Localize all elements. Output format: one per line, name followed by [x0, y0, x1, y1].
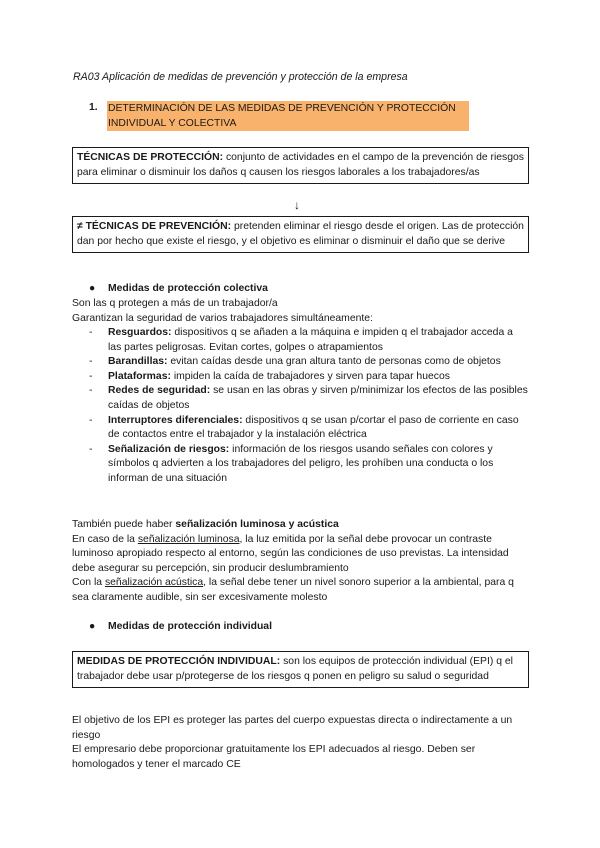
- list-item: - Resguardos: dispositivos q se añaden a la máquina e impiden q el trabajador acceda a las partes peligrosas. Evitan cortes, golpes o atrapamientos: [89, 327, 513, 353]
- senalizacion-acustica: Con la señalización acústica, la señal debe tener un nivel sonoro superior a la ambiental, para q sea claramente audible, sin ser excesivamente molesto: [72, 577, 514, 603]
- list-item: - Interruptores diferenciales: dispositivos q se usan p/cortar el paso de corriente en caso de contactos entre el trabajador y la instalación eléctrica: [89, 414, 519, 441]
- list-item: - Redes de seguridad: se usan en las obras y sirven p/minimizar los efectos de las posibles caídas de objetos: [89, 385, 528, 411]
- epi-paragraph-2: El empresario debe proporcionar gratuitamente los EPI adecuados al riesgo. Deben ser homologados y tener el marcado CE: [72, 744, 476, 770]
- list-item: - Señalización de riesgos: información de los riesgos usando señales con colores y símbolos q advierten a los trabajadores del peligro, les prohíben una conducta o los informan de una situación: [89, 443, 494, 484]
- definition-box-proteccion: [72, 147, 529, 184]
- colectiva-intro: [72, 297, 532, 326]
- term-tecnicas-proteccion: TÉCNICAS DE PROTECCIÓN:: [77, 152, 224, 163]
- individual-title: Medidas de protección individual: [108, 621, 272, 632]
- senalizacion-section: [72, 518, 532, 606]
- list-item: - Plataformas: impiden la caída de trabajadores y sirven para tapar huecos: [89, 370, 450, 382]
- heading-text: DETERMINACIÓN DE LAS MEDIDAS DE PREVENCIÓN Y PROTECCIÓN INDIVIDUAL Y COLECTIVA: [107, 101, 469, 131]
- list-item: - Barandillas: evitan caídas desde una gran altura tanto de personas como de objetos: [89, 356, 501, 368]
- definition-box-prevencion: [72, 216, 529, 253]
- colectiva-intro-2: Garantizan la seguridad de varios trabajadores simultáneamente:: [72, 312, 373, 324]
- document-subtitle: RA03 Aplicación de medidas de prevención y protección de la empresa: [73, 71, 408, 83]
- heading-number: 1.: [89, 102, 98, 113]
- epi-paragraph-1: El objetivo de los EPI es proteger las partes del cuerpo expuestas directa o indirectamente a un riesgo: [72, 715, 513, 741]
- down-arrow-icon: ↓: [294, 198, 300, 212]
- senalizacion-intro: También puede haber señalización luminosa y acústica: [72, 519, 339, 530]
- definition-tecnicas-proteccion: conjunto de actividades en el campo de la prevención de riesgos para eliminar o disminuir los daños q causen los riesgos laborales a los trabajadores/as: [77, 152, 525, 178]
- colectiva-intro-1: Son las q protegen a más de un trabajador/a: [72, 298, 278, 309]
- epi-section: [72, 714, 532, 772]
- term-tecnicas-prevencion: ≠ TÉCNICAS DE PREVENCIÓN:: [77, 221, 232, 232]
- definition-medidas-individual: son los equipos de protección individual (EPI) q el trabajador debe usar p/protegerse de los riesgos q ponen en peligro su salud o seguridad: [77, 656, 513, 682]
- colectiva-title: Medidas de protección colectiva: [108, 283, 268, 294]
- senalizacion-luminosa: En caso de la señalización luminosa, la luz emitida por la señal debe provocar un contraste luminoso apropiado respecto al entorno, según las condiciones de uso previstas. La intensidad debe asegurar su percepción, sin producir deslumbramiento: [72, 533, 509, 574]
- colectiva-list: [89, 326, 529, 487]
- definition-box-individual: [72, 651, 529, 688]
- term-medidas-individual: MEDIDAS DE PROTECCIÓN INDIVIDUAL:: [77, 656, 281, 667]
- definition-tecnicas-prevencion: pretenden eliminar el riesgo desde el origen. Las de protección dan por hecho que existe el riesgo, y el objetivo es eliminar o disminuir el daño que se derive: [77, 221, 524, 247]
- bullet-dot-icon: ●: [89, 283, 96, 294]
- bullet-dot-icon: ●: [89, 621, 96, 632]
